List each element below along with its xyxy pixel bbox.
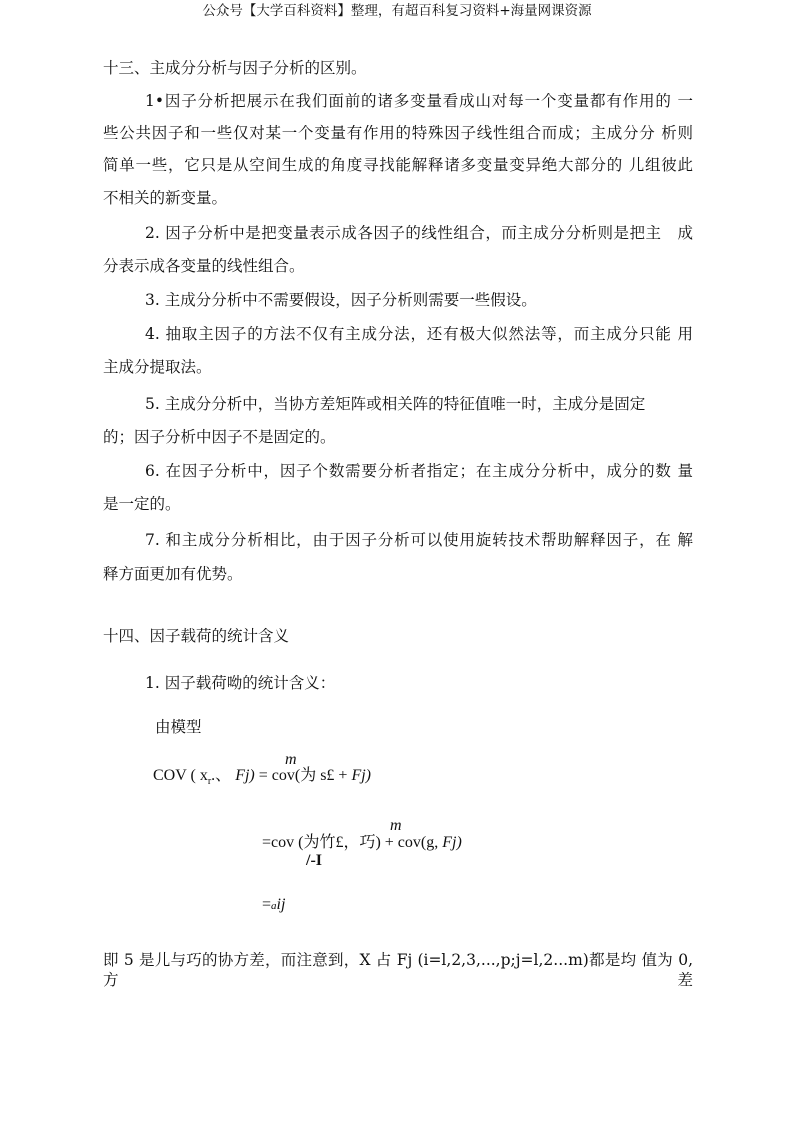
eq1-sep: .、	[211, 767, 232, 784]
eq2-fj: Fj)	[442, 834, 462, 851]
eq1-rhs: = cov(为 s£ +	[258, 767, 352, 784]
eq2-superscript: m	[390, 817, 402, 834]
eq2-subscript: /-I	[306, 852, 322, 869]
paragraph-line: 1•因子分析把展示在我们面前的诸多变量看成山对每一个变量都有作用的 一	[145, 92, 693, 110]
paragraph-line: 的；因子分析中因子不是固定的。	[103, 428, 336, 446]
section-13-title: 十三、主成分分析与因子分析的区别。	[103, 59, 367, 77]
eq1-subscript: r	[207, 776, 212, 788]
paragraph-line: 2. 因子分析中是把变量表示成各因子的线性组合，而主成分分析则是把主 成	[145, 224, 693, 242]
section-14-title: 十四、因子载荷的统计含义	[103, 627, 290, 645]
page-header: 公众号【大学百科资料】整理，有超百科复习资料+海量网课资源	[202, 3, 592, 19]
paragraph-line: 主成分提取法。	[103, 358, 212, 376]
paragraph-line: 不相关的新变量。	[103, 189, 228, 207]
paragraph-line: 些公共因子和一些仅对某一个变量有作用的特殊因子线性组合而成；主成分分 析则	[103, 124, 693, 142]
equation-1	[153, 766, 371, 792]
paragraph-line: 4. 抽取主因子的方法不仅有主成分法，还有极大似然法等，而主成分只能 用	[145, 325, 693, 343]
paragraph-line: 即 5 是儿与巧的协方差，而注意到，X 占 Fj (i=l,2,3,...,p;j=l,2...m)都是均 值为 0,方差	[103, 951, 693, 989]
eq1-lhs: COV ( x	[153, 767, 208, 784]
paragraph-line: 是一定的。	[103, 495, 181, 513]
item-1-heading: 1. 因子载荷呦的统计含义：	[145, 674, 336, 692]
paragraph-line: 简单一些，它只是从空间生成的角度寻找能解释诸多变量变异绝大部分的 儿组彼此	[103, 156, 693, 174]
paragraph-line: 释方面更加有优势。	[103, 565, 243, 583]
eq3-a: a	[271, 900, 277, 912]
equation-3	[262, 895, 285, 916]
eq1-fj: Fj)	[235, 767, 255, 784]
paragraph-line: 7. 和主成分分析相比，由于因子分析可以使用旋转技术帮助解释因子，在 解	[145, 531, 693, 549]
eq1-rhs-fj: Fj)	[351, 767, 371, 784]
paragraph-line: 5. 主成分分析中，当协方差矩阵或相关阵的特征值唯一时，主成分是固定	[145, 395, 646, 413]
paragraph-line: 分表示成各变量的线性组合。	[103, 257, 305, 275]
eq2-body: =cov (为竹£，巧) + cov(g,	[262, 834, 443, 851]
paragraph-line: 3. 主成分分析中不需要假设，因子分析则需要一些假设。	[145, 291, 537, 309]
model-label: 由模型	[155, 718, 202, 736]
eq3-equals: =	[262, 896, 272, 913]
eq3-ij: ij	[276, 896, 286, 913]
equation-2	[262, 833, 462, 853]
eq1-superscript: m	[285, 751, 297, 768]
paragraph-line: 6. 在因子分析中，因子个数需要分析者指定；在主成分分析中，成分的数 量	[145, 462, 693, 480]
